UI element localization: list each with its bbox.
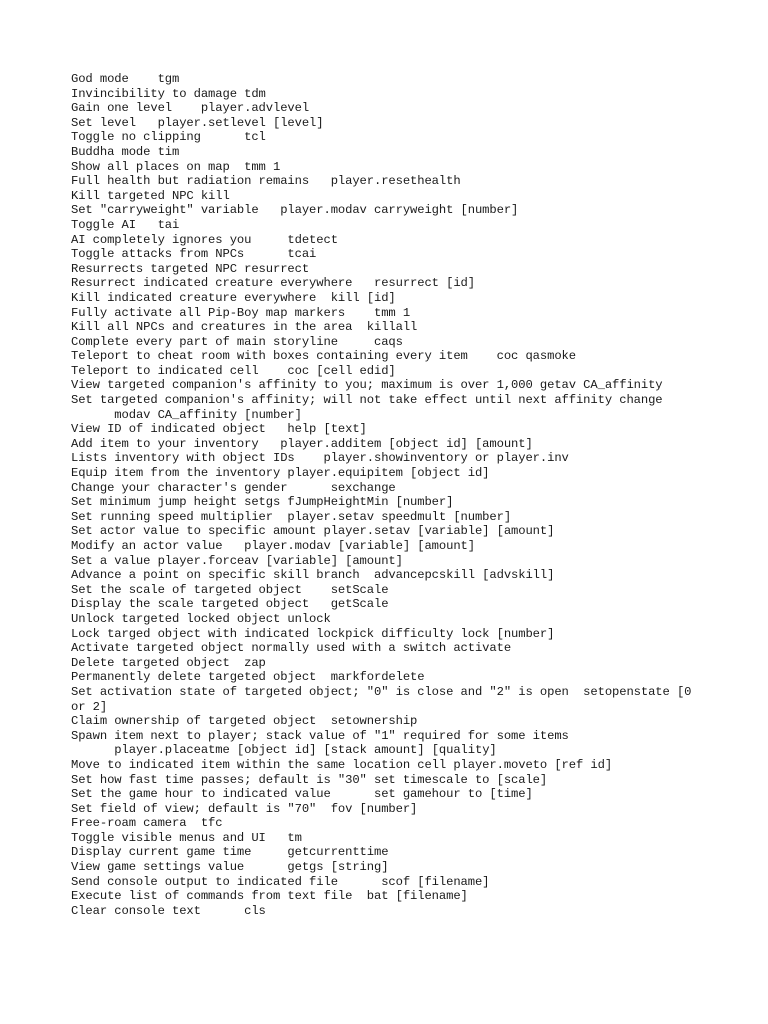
command-line: Kill indicated creature everywhere kill [id] [71,290,396,305]
command-line: Complete every part of main storyline caqs [71,334,403,349]
command-line: Equip item from the inventory player.equipitem [object id] [71,466,490,481]
command-line: Spawn item next to player; stack value of "1" required for some items player.placeatme [object id] [stack amount] [quality] [71,728,569,758]
command-line: Set targeted companion's affinity; will not take effect until next affinity change modav CA_affinity [number] [71,393,663,422]
command-line: Lock targed object with indicated lockpick difficulty lock [number] [71,626,555,641]
command-line: Set a value player.forceav [variable] [amount] [71,553,403,568]
command-line: Invincibility to damage tdm [71,86,266,101]
command-line: Set minimum jump height setgs fJumpHeightMin [number] [71,495,454,510]
command-line: Set the game hour to indicated value set gamehour to [time] [71,787,533,802]
command-line: Execute list of commands from text file bat [filename] [71,889,468,904]
command-line: AI completely ignores you tdetect [71,232,338,247]
command-line: Activate targeted object normally used with a switch activate [71,641,512,656]
command-line: Lists inventory with object IDs player.showinventory or player.inv [71,451,569,466]
command-line: Kill targeted NPC kill [71,188,230,203]
command-line: Set activation state of targeted object; "0" is close and "2" is open setopenstate [0 or 2] [71,684,699,714]
command-line: Modify an actor value player.modav [variable] [amount] [71,539,475,553]
command-line: Send console output to indicated file scof [filename] [71,874,490,889]
command-line: Set the scale of targeted object setScale [71,582,389,597]
command-line: Fully activate all Pip-Boy map markers tmm 1 [71,305,411,320]
command-line: Set how fast time passes; default is "30" set timescale to [scale] [71,772,548,787]
command-line: View ID of indicated object help [text] [71,422,367,437]
command-line: Delete targeted object zap [71,655,266,670]
command-line: View targeted companion's affinity to you; maximum is over 1,000 getav CA_affinity [71,378,663,393]
command-line: Unlock targeted locked object unlock [71,611,331,626]
command-line: Clear console text cls [71,903,266,918]
command-line: Display the scale targeted object getScale [71,597,389,612]
command-line: Toggle AI tai [71,217,180,232]
command-line: Buddha mode tim [71,144,180,159]
command-line: Full health but radiation remains player.resethealth [71,174,461,189]
command-line: Move to indicated item within the same location cell player.moveto [ref id] [71,757,613,772]
command-line: Change your character's gender sexchange [71,480,396,495]
command-line: Set running speed multiplier player.setav speedmult [number] [71,509,512,524]
command-line: Resurrect indicated creature everywhere resurrect [id] [71,276,475,291]
command-line: Set "carryweight" variable player.modav carryweight [number] [71,203,519,218]
command-line: Resurrects targeted NPC resurrect [71,261,310,276]
command-line: Advance a point on specific skill branch advancepcskill [advskill] [71,568,555,583]
command-line: Set field of view; default is "70" fov [number] [71,801,418,816]
command-line: Permanently delete targeted object markfordelete [71,670,425,685]
command-line: Toggle attacks from NPCs tcai [71,247,317,262]
command-line: Set level player.setlevel [level] [71,115,324,130]
command-line: God mode tgm [71,72,180,86]
command-line: Claim ownership of targeted object setownership [71,714,418,729]
command-line: Toggle visible menus and UI tm [71,830,302,845]
command-line: View game settings value getgs [string] [71,860,389,875]
console-commands-document [71,72,711,918]
command-line: Teleport to cheat room with boxes containing every item coc qasmoke [71,349,576,364]
command-line: Teleport to indicated cell coc [cell edid] [71,363,396,378]
command-line: Display current game time getcurrenttime [71,845,389,860]
command-line: Gain one level player.advlevel [71,101,310,116]
command-line: Show all places on map tmm 1 [71,159,281,174]
command-line: Set actor value to specific amount player.setav [variable] [amount] [71,524,555,539]
command-line: Free-roam camera tfc [71,816,223,831]
command-line: Kill all NPCs and creatures in the area killall [71,320,418,335]
command-line: Toggle no clipping tcl [71,130,266,145]
command-line: Add item to your inventory player.additem [object id] [amount] [71,436,533,451]
